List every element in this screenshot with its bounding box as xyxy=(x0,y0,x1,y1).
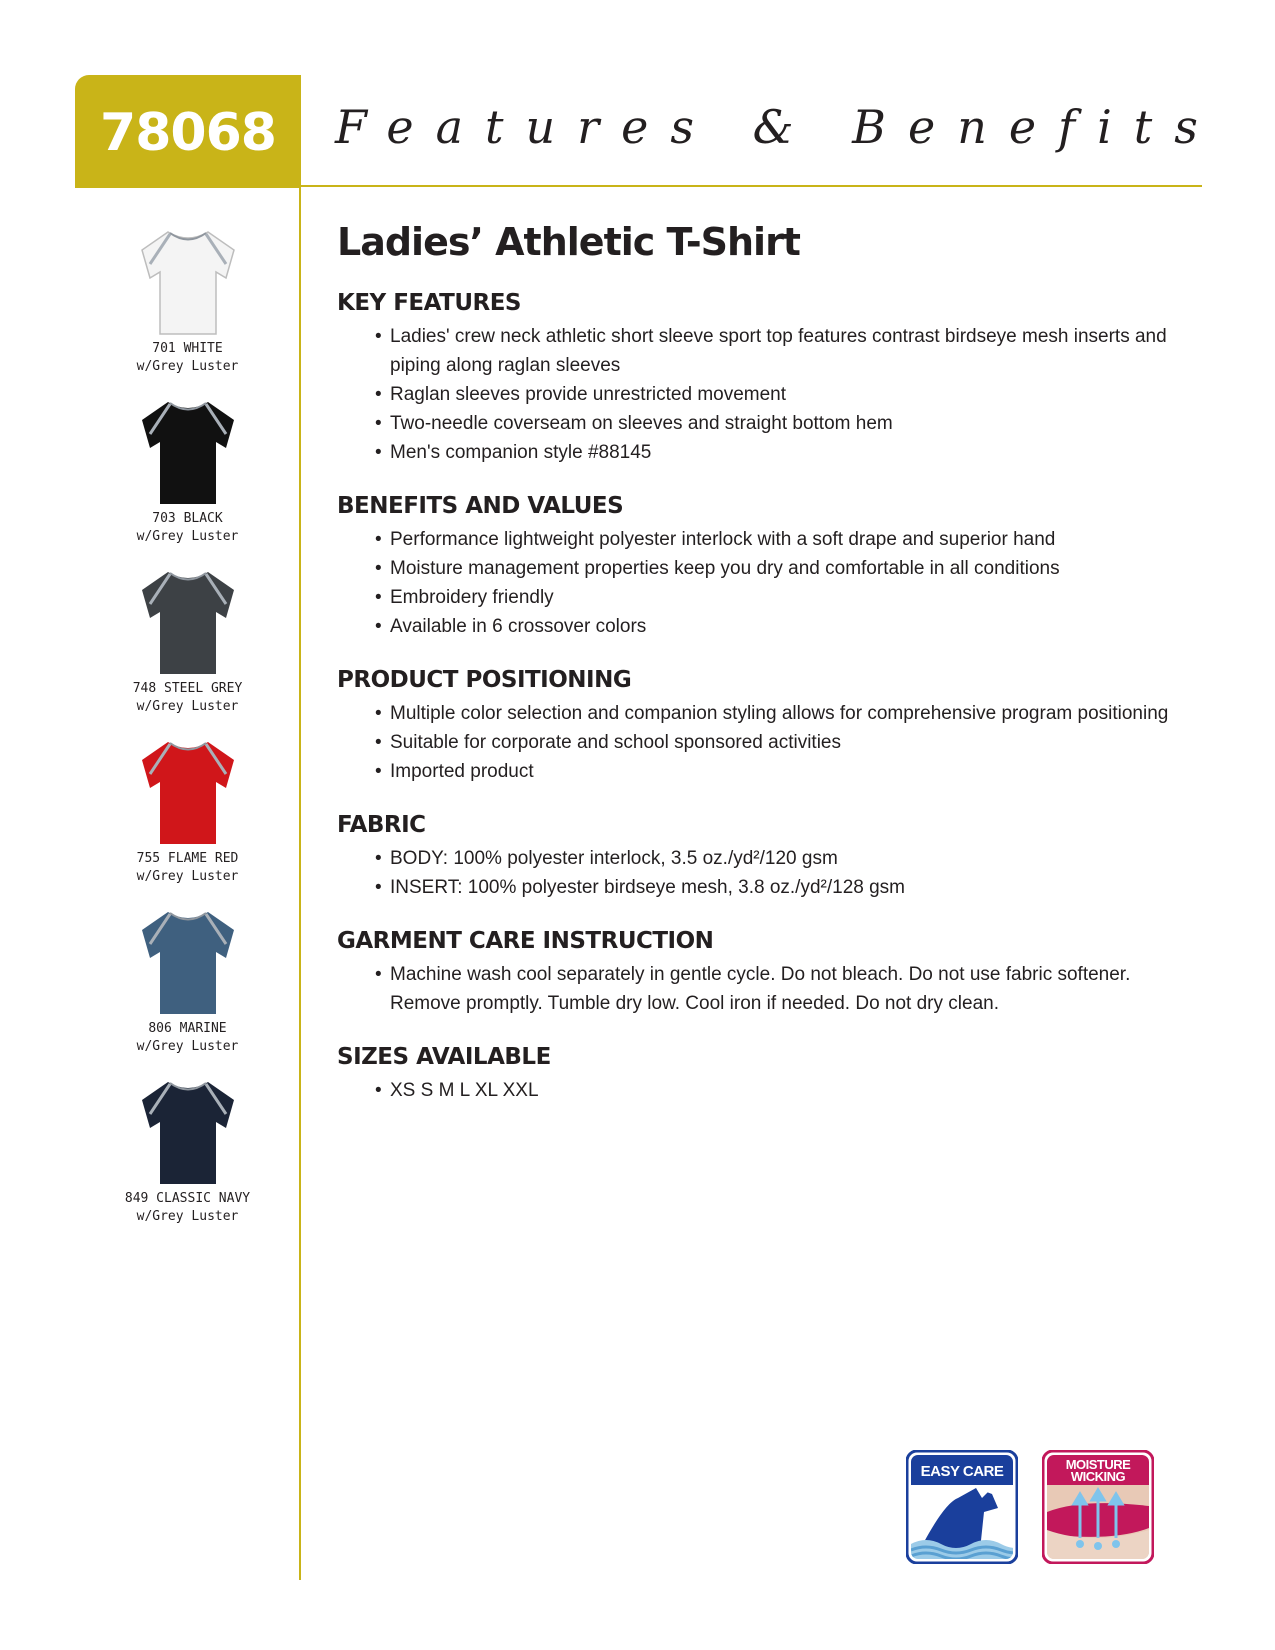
section-heading: GARMENT CARE INSTRUCTION xyxy=(337,928,714,954)
tshirt-icon xyxy=(128,560,248,680)
product-details xyxy=(337,218,1187,1105)
bullet-item: • Machine wash cool separately in gentle cycle. Do not bleach. Do not use fabric softener. Remove promptly. Tumble dry low. Cool iron if needed. Do not dry clean. xyxy=(375,960,1187,1018)
bullet-item: • Raglan sleeves provide unrestricted movement xyxy=(375,380,1187,409)
bullet-item: • BODY: 100% polyester interlock, 3.5 oz./yd²/120 gsm xyxy=(375,844,1187,873)
bullet-item: • Ladies' crew neck athletic short sleeve sport top features contrast birdseye mesh inserts and piping along raglan sleeves xyxy=(375,322,1187,380)
moisture-label-line2: WICKING xyxy=(1070,1469,1126,1484)
bullet-list xyxy=(337,960,1187,1018)
care-section xyxy=(337,926,1187,1018)
swatch-trim: w/Grey Luster xyxy=(136,529,239,544)
tshirt-icon xyxy=(128,220,248,340)
swatch-trim: w/Grey Luster xyxy=(136,1209,239,1224)
bullet-item: • Multiple color selection and companion styling allows for comprehensive program positioning xyxy=(375,699,1187,728)
bullet-item: • Available in 6 crossover colors xyxy=(375,612,1187,641)
swatch-trim: w/Grey Luster xyxy=(136,359,239,374)
color-swatch xyxy=(100,730,275,886)
swatch-color-code: 806 MARINE xyxy=(148,1021,227,1036)
page-title: Features & Benefits xyxy=(335,100,1220,154)
color-swatch xyxy=(100,560,275,716)
section-heading: FABRIC xyxy=(337,812,426,838)
bullet-item: • Suitable for corporate and school sponsored activities xyxy=(375,728,1187,757)
moisture-wicking-icon xyxy=(1042,1450,1154,1564)
fabric-section xyxy=(337,810,1187,902)
bullet-item: • Two-needle coverseam on sleeves and straight bottom hem xyxy=(375,409,1187,438)
positioning-section xyxy=(337,665,1187,786)
section-heading: BENEFITS AND VALUES xyxy=(337,493,624,519)
bullet-item: • INSERT: 100% polyester birdseye mesh, 3.8 oz./yd²/128 gsm xyxy=(375,873,1187,902)
swatch-color-code: 701 WHITE xyxy=(152,341,223,356)
bullet-item: • Performance lightweight polyester interlock with a soft drape and superior hand xyxy=(375,525,1187,554)
section-heading: SIZES AVAILABLE xyxy=(337,1044,551,1070)
easy-care-icon xyxy=(906,1450,1018,1564)
bullet-item: • Men's companion style #88145 xyxy=(375,438,1187,467)
bullet-list xyxy=(337,525,1187,641)
header-divider xyxy=(301,185,1202,187)
color-swatch xyxy=(100,1070,275,1226)
swatch-color-code: 748 STEEL GREY xyxy=(132,681,243,696)
swatch-trim: w/Grey Luster xyxy=(136,1039,239,1054)
moisture-wicking-badge xyxy=(1042,1450,1154,1569)
tshirt-icon xyxy=(128,730,248,850)
color-swatch xyxy=(100,900,275,1056)
sidebar-divider xyxy=(299,185,301,1580)
moisture-label-line1: MOISTURE xyxy=(1065,1457,1131,1472)
easy-care-label: EASY CARE xyxy=(920,1463,1004,1480)
style-number: 78068 xyxy=(100,103,276,163)
tshirt-icon xyxy=(128,900,248,1020)
swatch-color-code: 755 FLAME RED xyxy=(136,851,239,866)
benefits-section xyxy=(337,491,1187,641)
sizes-section xyxy=(337,1042,1187,1105)
easy-care-badge xyxy=(906,1450,1018,1569)
style-number-tab xyxy=(75,75,301,188)
color-swatch xyxy=(100,390,275,546)
section-heading: PRODUCT POSITIONING xyxy=(337,667,632,693)
key-features-section xyxy=(337,288,1187,467)
tshirt-icon xyxy=(128,390,248,510)
section-heading: KEY FEATURES xyxy=(337,290,521,316)
bullet-item: • Imported product xyxy=(375,757,1187,786)
bullet-item: • Moisture management properties keep you dry and comfortable in all conditions xyxy=(375,554,1187,583)
bullet-list xyxy=(337,1076,1187,1105)
bullet-list xyxy=(337,844,1187,902)
bullet-list xyxy=(337,322,1187,467)
swatch-trim: w/Grey Luster xyxy=(136,699,239,714)
bullet-item: • XS S M L XL XXL xyxy=(375,1076,1187,1105)
swatch-trim: w/Grey Luster xyxy=(136,869,239,884)
product-title: Ladies’ Athletic T-Shirt xyxy=(337,220,800,264)
color-swatch xyxy=(100,220,275,376)
swatch-color-code: 703 BLACK xyxy=(152,511,223,526)
bullet-item: • Embroidery friendly xyxy=(375,583,1187,612)
tshirt-icon xyxy=(128,1070,248,1190)
swatch-color-code: 849 CLASSIC NAVY xyxy=(124,1191,251,1206)
bullet-list xyxy=(337,699,1187,786)
